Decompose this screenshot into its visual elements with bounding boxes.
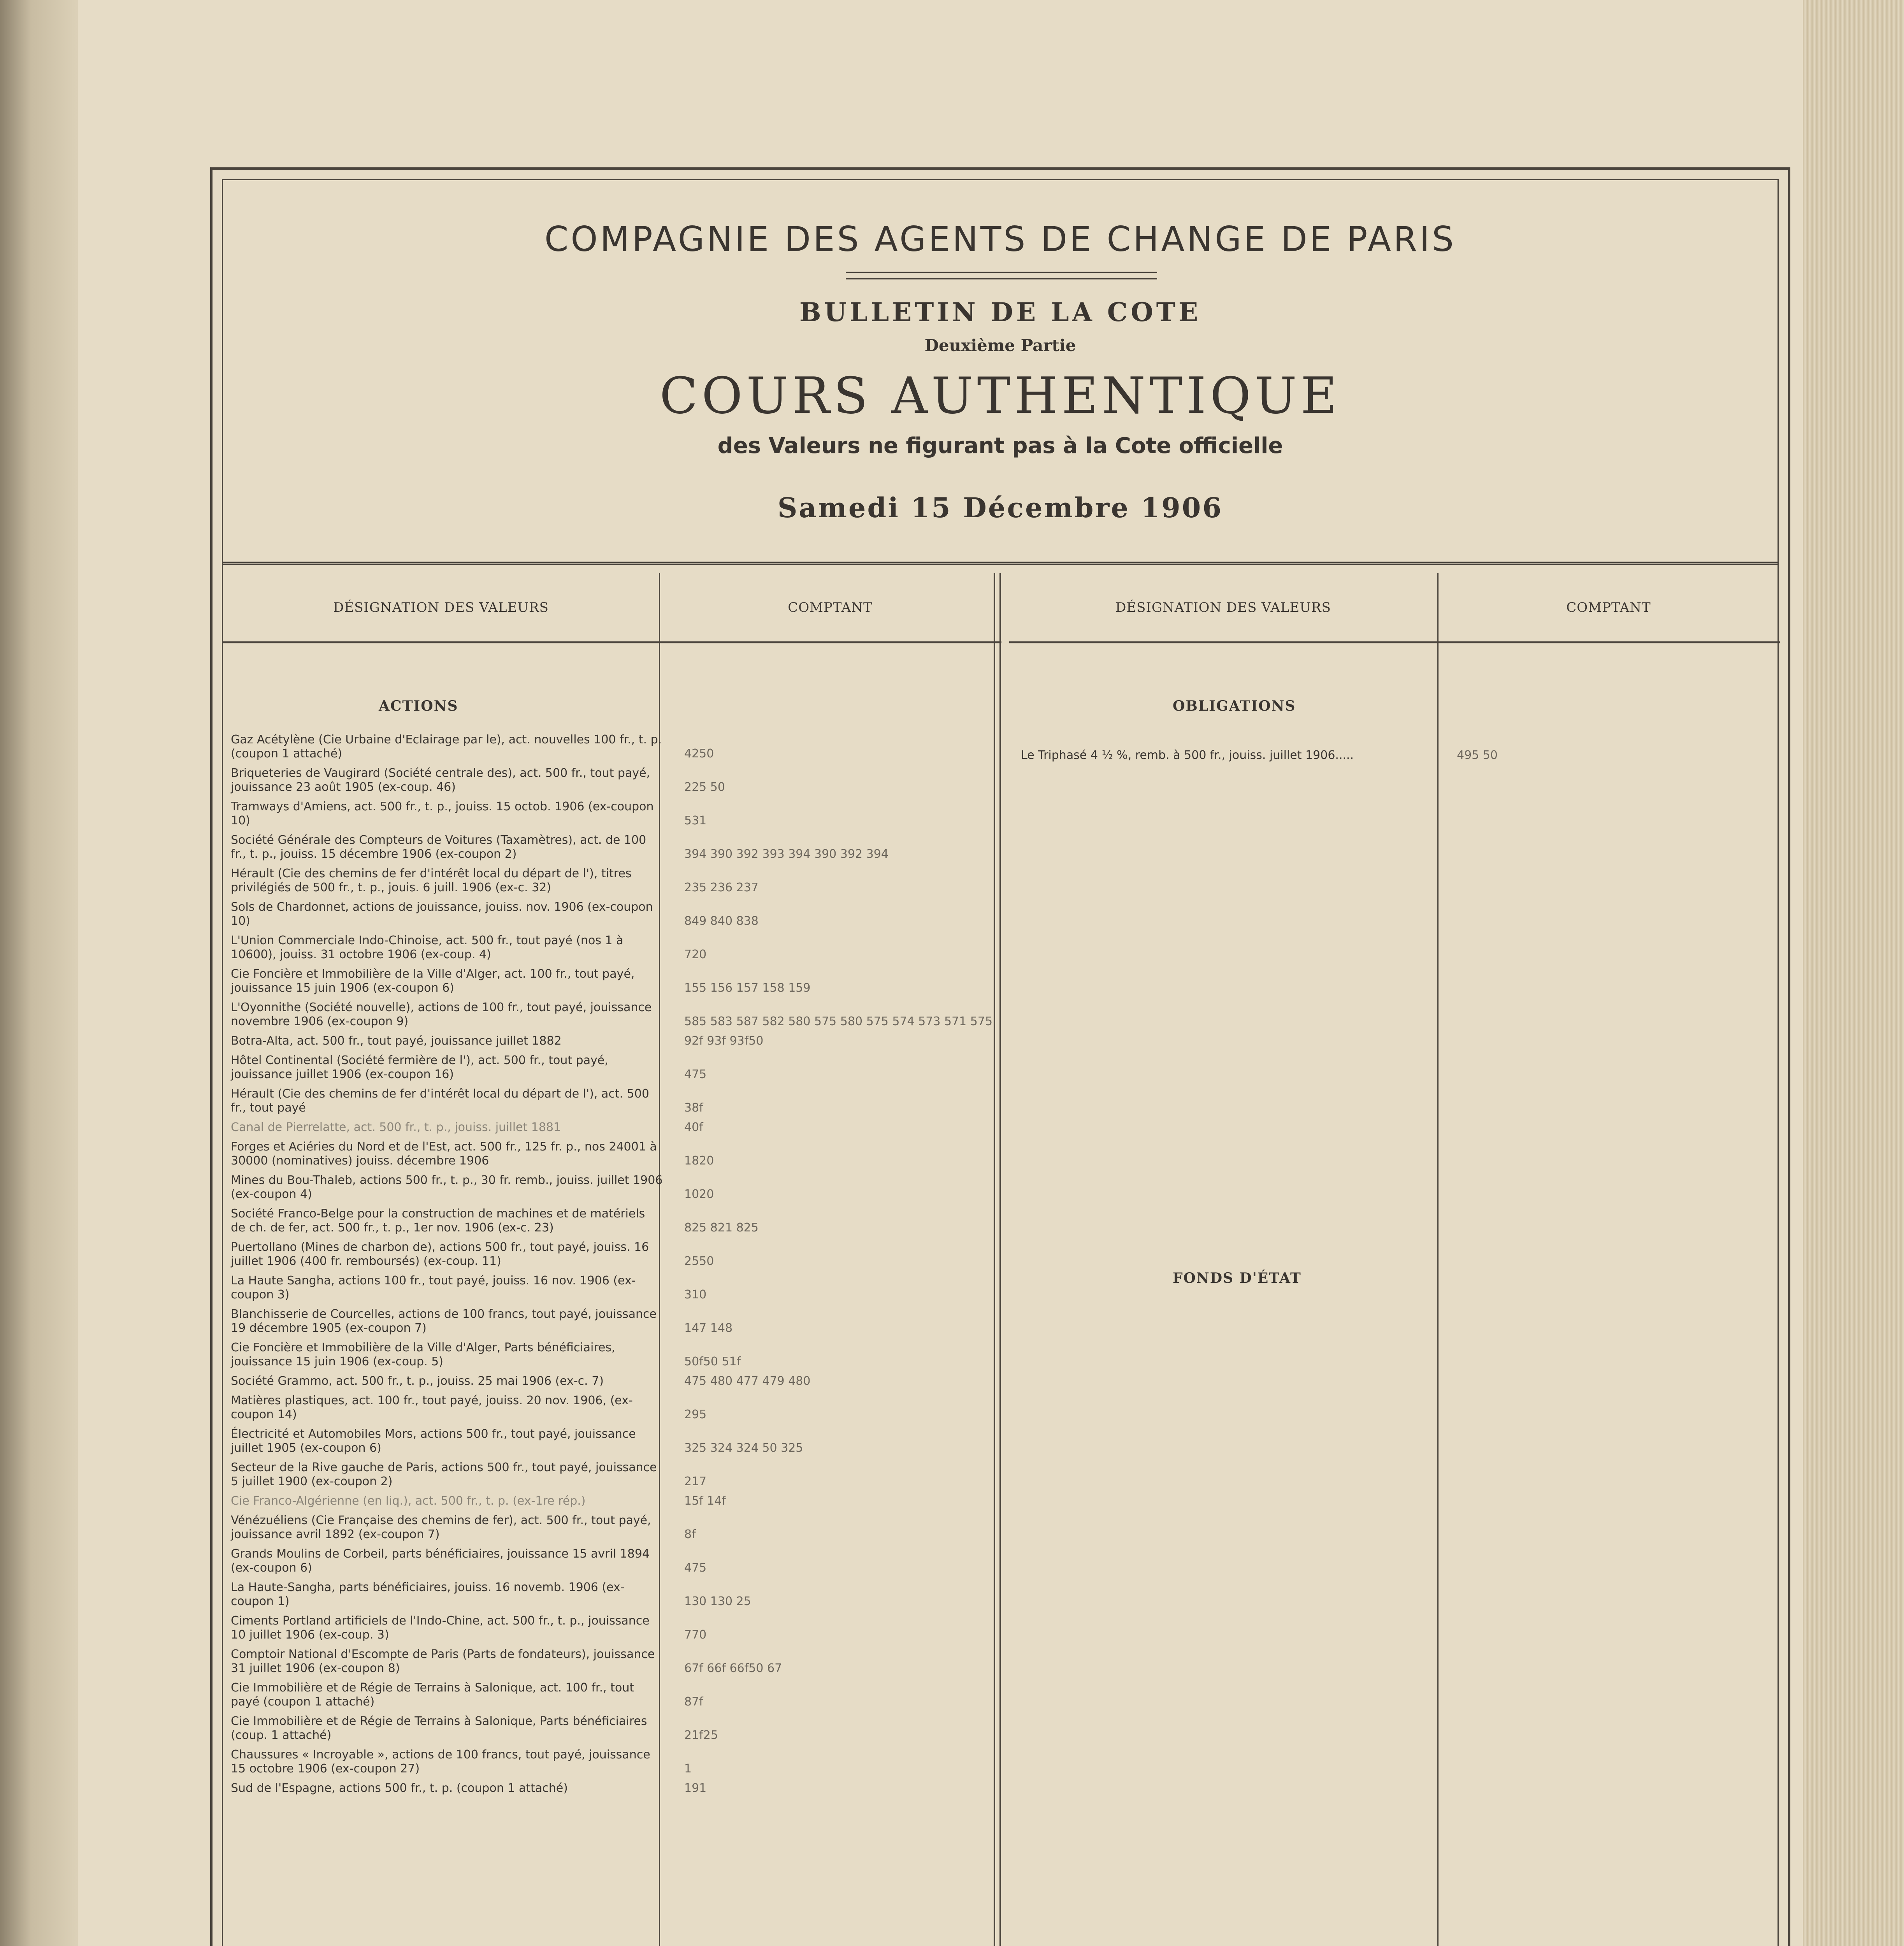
table-row	[231, 1140, 1126, 1168]
security-price: 50f50 51f	[684, 1355, 741, 1368]
table-row	[231, 833, 1126, 861]
security-designation: Société Grammo, act. 500 fr., t. p., jouiss. 25 mai 1906 (ex-c. 7)	[231, 1374, 604, 1388]
security-price: 217	[684, 1475, 707, 1488]
table-row	[231, 1173, 1126, 1201]
bulletin-inner-frame	[222, 179, 1779, 1946]
security-price: 1020	[684, 1187, 714, 1201]
column-divider	[1437, 573, 1439, 1946]
security-designation: Vénézuéliens (Cie Française des chemins de fer), act. 500 fr., tout payé, jouissance avril 1892 (ex-coupon 7)	[231, 1514, 651, 1541]
table-row	[231, 1427, 1126, 1455]
table-row	[231, 1307, 1126, 1335]
table-row	[231, 1681, 1126, 1709]
table-row	[231, 1781, 1126, 1795]
table-row	[231, 1748, 1126, 1776]
column-header-comptant-left: COMPTANT	[659, 573, 1001, 643]
section-actions: ACTIONS	[379, 698, 458, 714]
security-designation: Tramways d'Amiens, act. 500 fr., t. p., jouiss. 15 octob. 1906 (ex-coupon 10)	[231, 800, 654, 827]
binding-edge	[0, 0, 78, 1946]
security-price: 191	[684, 1781, 707, 1795]
security-price: 40f	[684, 1121, 703, 1134]
table-row	[231, 1647, 1126, 1676]
security-price: 130 130 25	[684, 1595, 751, 1608]
security-designation: Cie Foncière et Immobilière de la Ville d'Alger, Parts bénéficiaires, jouissance 15 juin 1906 (ex-coup. 5)	[231, 1341, 615, 1368]
security-price: 147 148	[684, 1321, 733, 1335]
security-price: 225 50	[684, 780, 725, 794]
security-designation: Hérault (Cie des chemins de fer d'intérêt local du départ de l'), titres privilégiés de 500 fr., t. p., jouis. 6 juill. 1906 (ex-c. 32)	[231, 867, 632, 894]
security-designation: Hérault (Cie des chemins de fer d'intérêt local du départ de l'), act. 500 fr., tout payé	[231, 1087, 649, 1115]
security-designation: Puertollano (Mines de charbon de), actions 500 fr., tout payé, jouiss. 16 juillet 1906 (400 fr. remboursés) (ex-coup. 11)	[231, 1240, 649, 1268]
security-designation: L'Oyonnithe (Société nouvelle), actions de 100 fr., tout payé, jouissance novembre 1906 (ex-coupon 9)	[231, 1001, 652, 1028]
security-price: 38f	[684, 1101, 703, 1115]
security-price: 21f25	[684, 1728, 718, 1742]
security-designation: Canal de Pierrelatte, act. 500 fr., t. p., jouiss. juillet 1881	[231, 1121, 561, 1134]
security-designation: Société Générale des Compteurs de Voitures (Taxamètres), act. de 100 fr., t. p., jouiss. 15 décembre 1906 (ex-coupon 2)	[231, 833, 646, 861]
security-price: 92f 93f 93f50	[684, 1034, 764, 1048]
security-price: 531	[684, 814, 707, 827]
security-designation: Cie Franco-Algérienne (en liq.), act. 500 fr., t. p. (ex-1re rép.)	[231, 1494, 586, 1508]
table-row	[231, 1394, 1126, 1422]
table-row	[231, 1087, 1126, 1115]
security-price: 720	[684, 948, 707, 961]
security-price: 770	[684, 1628, 707, 1642]
table-row	[231, 967, 1126, 995]
part-label: Deuxième Partie	[924, 336, 1076, 355]
table-row	[231, 1001, 1126, 1029]
security-designation: Électricité et Automobiles Mors, actions 500 fr., tout payé, jouissance juillet 1905 (ex-coupon 6)	[231, 1427, 636, 1455]
table-row	[231, 900, 1126, 928]
table-row	[231, 1240, 1126, 1268]
bulletin-header	[223, 180, 1778, 565]
security-designation: Matières plastiques, act. 100 fr., tout payé, jouiss. 20 nov. 1906, (ex-coupon 14)	[231, 1394, 633, 1421]
table-row	[231, 1034, 1126, 1048]
table-row	[231, 1274, 1126, 1302]
document-page	[78, 0, 1803, 1946]
security-price: 475	[684, 1561, 707, 1575]
security-price: 155 156 157 158 159	[684, 981, 811, 995]
security-designation: Forges et Aciéries du Nord et de l'Est, act. 500 fr., 125 fr. p., nos 24001 à 30000 (nominatives) jouiss. décembre 1906	[231, 1140, 657, 1168]
security-designation: Société Franco-Belge pour la construction de machines et de matériels de ch. de fer, act. 500 fr., t. p., 1er nov. 1906 (ex-c. 23)	[231, 1207, 645, 1235]
security-price: 849 840 838	[684, 914, 759, 928]
table-row	[231, 867, 1126, 895]
security-price: 235 236 237	[684, 881, 759, 894]
security-price: 4250	[684, 747, 714, 760]
security-price: 1820	[684, 1154, 714, 1168]
obligation-row-desc: Le Triphasé 4 ½ %, remb. à 500 fr., jouiss. juillet 1906.....	[1021, 748, 1354, 762]
bulletin-frame	[210, 167, 1790, 1946]
table-row	[231, 1581, 1126, 1609]
security-designation: La Haute Sangha, actions 100 fr., tout payé, jouiss. 16 nov. 1906 (ex-coupon 3)	[231, 1274, 636, 1301]
table-row	[231, 1714, 1126, 1742]
security-designation: Cie Immobilière et de Régie de Terrains à Salonique, Parts bénéficiaires (coup. 1 attaché)	[231, 1714, 647, 1742]
bulletin-title: BULLETIN DE LA COTE	[799, 297, 1201, 327]
column-header-designation-left: DÉSIGNATION DES VALEURS	[223, 573, 659, 643]
security-designation: Sols de Chardonnet, actions de jouissance, jouiss. nov. 1906 (ex-coupon 10)	[231, 900, 653, 928]
security-price: 1	[684, 1762, 692, 1776]
security-designation: Cie Immobilière et de Régie de Terrains à Salonique, act. 100 fr., tout payé (coupon 1 attaché)	[231, 1681, 634, 1709]
security-designation: Comptoir National d'Escompte de Paris (Parts de fondateurs), jouissance 31 juillet 1906 (ex-coupon 8)	[231, 1647, 655, 1675]
table-row	[231, 1374, 1126, 1388]
bulletin-date: Samedi 15 Décembre 1906	[777, 492, 1223, 524]
security-price: 394 390 392 393 394 390 392 394	[684, 847, 889, 861]
table-row	[231, 1121, 1126, 1135]
table-row	[231, 1054, 1126, 1082]
security-designation: Sud de l'Espagne, actions 500 fr., t. p. (coupon 1 attaché)	[231, 1781, 568, 1795]
security-designation: Cie Foncière et Immobilière de la Ville d'Alger, act. 100 fr., tout payé, jouissance 15 juin 1906 (ex-coupon 6)	[231, 967, 635, 995]
page-title: COURS AUTHENTIQUE	[659, 367, 1341, 425]
security-price: 310	[684, 1288, 707, 1301]
security-designation: Blanchisserie de Courcelles, actions de 100 francs, tout payé, jouissance 19 décembre 1905 (ex-coupon 7)	[231, 1307, 657, 1335]
security-price: 295	[684, 1408, 707, 1421]
table-row	[231, 1514, 1126, 1542]
security-price: 475 480 477 479 480	[684, 1374, 811, 1388]
table-row	[231, 1614, 1126, 1642]
column-header-comptant-right: COMPTANT	[1437, 573, 1780, 643]
section-obligations: OBLIGATIONS	[1173, 698, 1296, 714]
security-price: 15f 14f	[684, 1494, 726, 1508]
security-designation: L'Union Commerciale Indo-Chinoise, act. 500 fr., tout payé (nos 1 à 10600), jouiss. 31 octobre 1906 (ex-coup. 4)	[231, 934, 624, 961]
section-fonds-etat: FONDS D'ÉTAT	[1173, 1270, 1302, 1286]
security-price: 8f	[684, 1528, 696, 1541]
table-row	[231, 1207, 1126, 1235]
security-designation: Gaz Acétylène (Cie Urbaine d'Eclairage par le), act. nouvelles 100 fr., t. p. (coupon 1 attaché)	[231, 733, 662, 760]
security-designation: Ciments Portland artificiels de l'Indo-Chine, act. 500 fr., t. p., jouissance 10 juillet 1906 (ex-coup. 3)	[231, 1614, 650, 1642]
obligation-row-price: 495 50	[1457, 748, 1498, 762]
security-designation: Botra-Alta, act. 500 fr., tout payé, jouissance juillet 1882	[231, 1034, 562, 1048]
company-name: COMPAGNIE DES AGENTS DE CHANGE DE PARIS	[544, 219, 1456, 259]
page-subtitle: des Valeurs ne figurant pas à la Cote officielle	[717, 433, 1283, 458]
security-price: 87f	[684, 1695, 703, 1709]
security-designation: Briqueteries de Vaugirard (Société centrale des), act. 500 fr., tout payé, jouissance 23 août 1905 (ex-coup. 46)	[231, 766, 650, 794]
security-price: 2550	[684, 1254, 714, 1268]
table-row	[231, 1461, 1126, 1489]
security-designation: Mines du Bou-Thaleb, actions 500 fr., t. p., 30 fr. remb., jouiss. juillet 1906 (ex-coupon 4)	[231, 1173, 663, 1201]
column-header-designation-right: DÉSIGNATION DES VALEURS	[1009, 573, 1437, 643]
page-stack-edge	[1803, 0, 1904, 1946]
security-price: 67f 66f 66f50 67	[684, 1661, 782, 1675]
security-designation: La Haute-Sangha, parts bénéficiaires, jouiss. 16 novemb. 1906 (ex-coupon 1)	[231, 1581, 625, 1608]
security-designation: Chaussures « Incroyable », actions de 100 francs, tout payé, jouissance 15 octobre 1906 (ex-coupon 27)	[231, 1748, 650, 1776]
security-designation: Grands Moulins de Corbeil, parts bénéficiaires, jouissance 15 avril 1894 (ex-coupon 6)	[231, 1547, 650, 1575]
actions-list	[231, 733, 1126, 1801]
security-designation: Hôtel Continental (Société fermière de l'), act. 500 fr., tout payé, jouissance juillet 1906 (ex-coupon 16)	[231, 1054, 608, 1081]
security-designation: Secteur de la Rive gauche de Paris, actions 500 fr., tout payé, jouissance 5 juillet 1900 (ex-coupon 2)	[231, 1461, 657, 1488]
table-row	[231, 766, 1126, 794]
security-price: 325 324 324 50 325	[684, 1441, 803, 1455]
table-row	[231, 1494, 1126, 1508]
table-row	[231, 934, 1126, 962]
table-row	[231, 1341, 1126, 1369]
table-row	[231, 800, 1126, 828]
security-price: 475	[684, 1068, 707, 1081]
table-row	[231, 733, 1126, 761]
security-price: 585 583 587 582 580 575 580 575 574 573 571 575	[684, 1015, 993, 1028]
table-row	[231, 1547, 1126, 1575]
decorative-rule	[846, 272, 1157, 279]
security-price: 825 821 825	[684, 1221, 759, 1235]
